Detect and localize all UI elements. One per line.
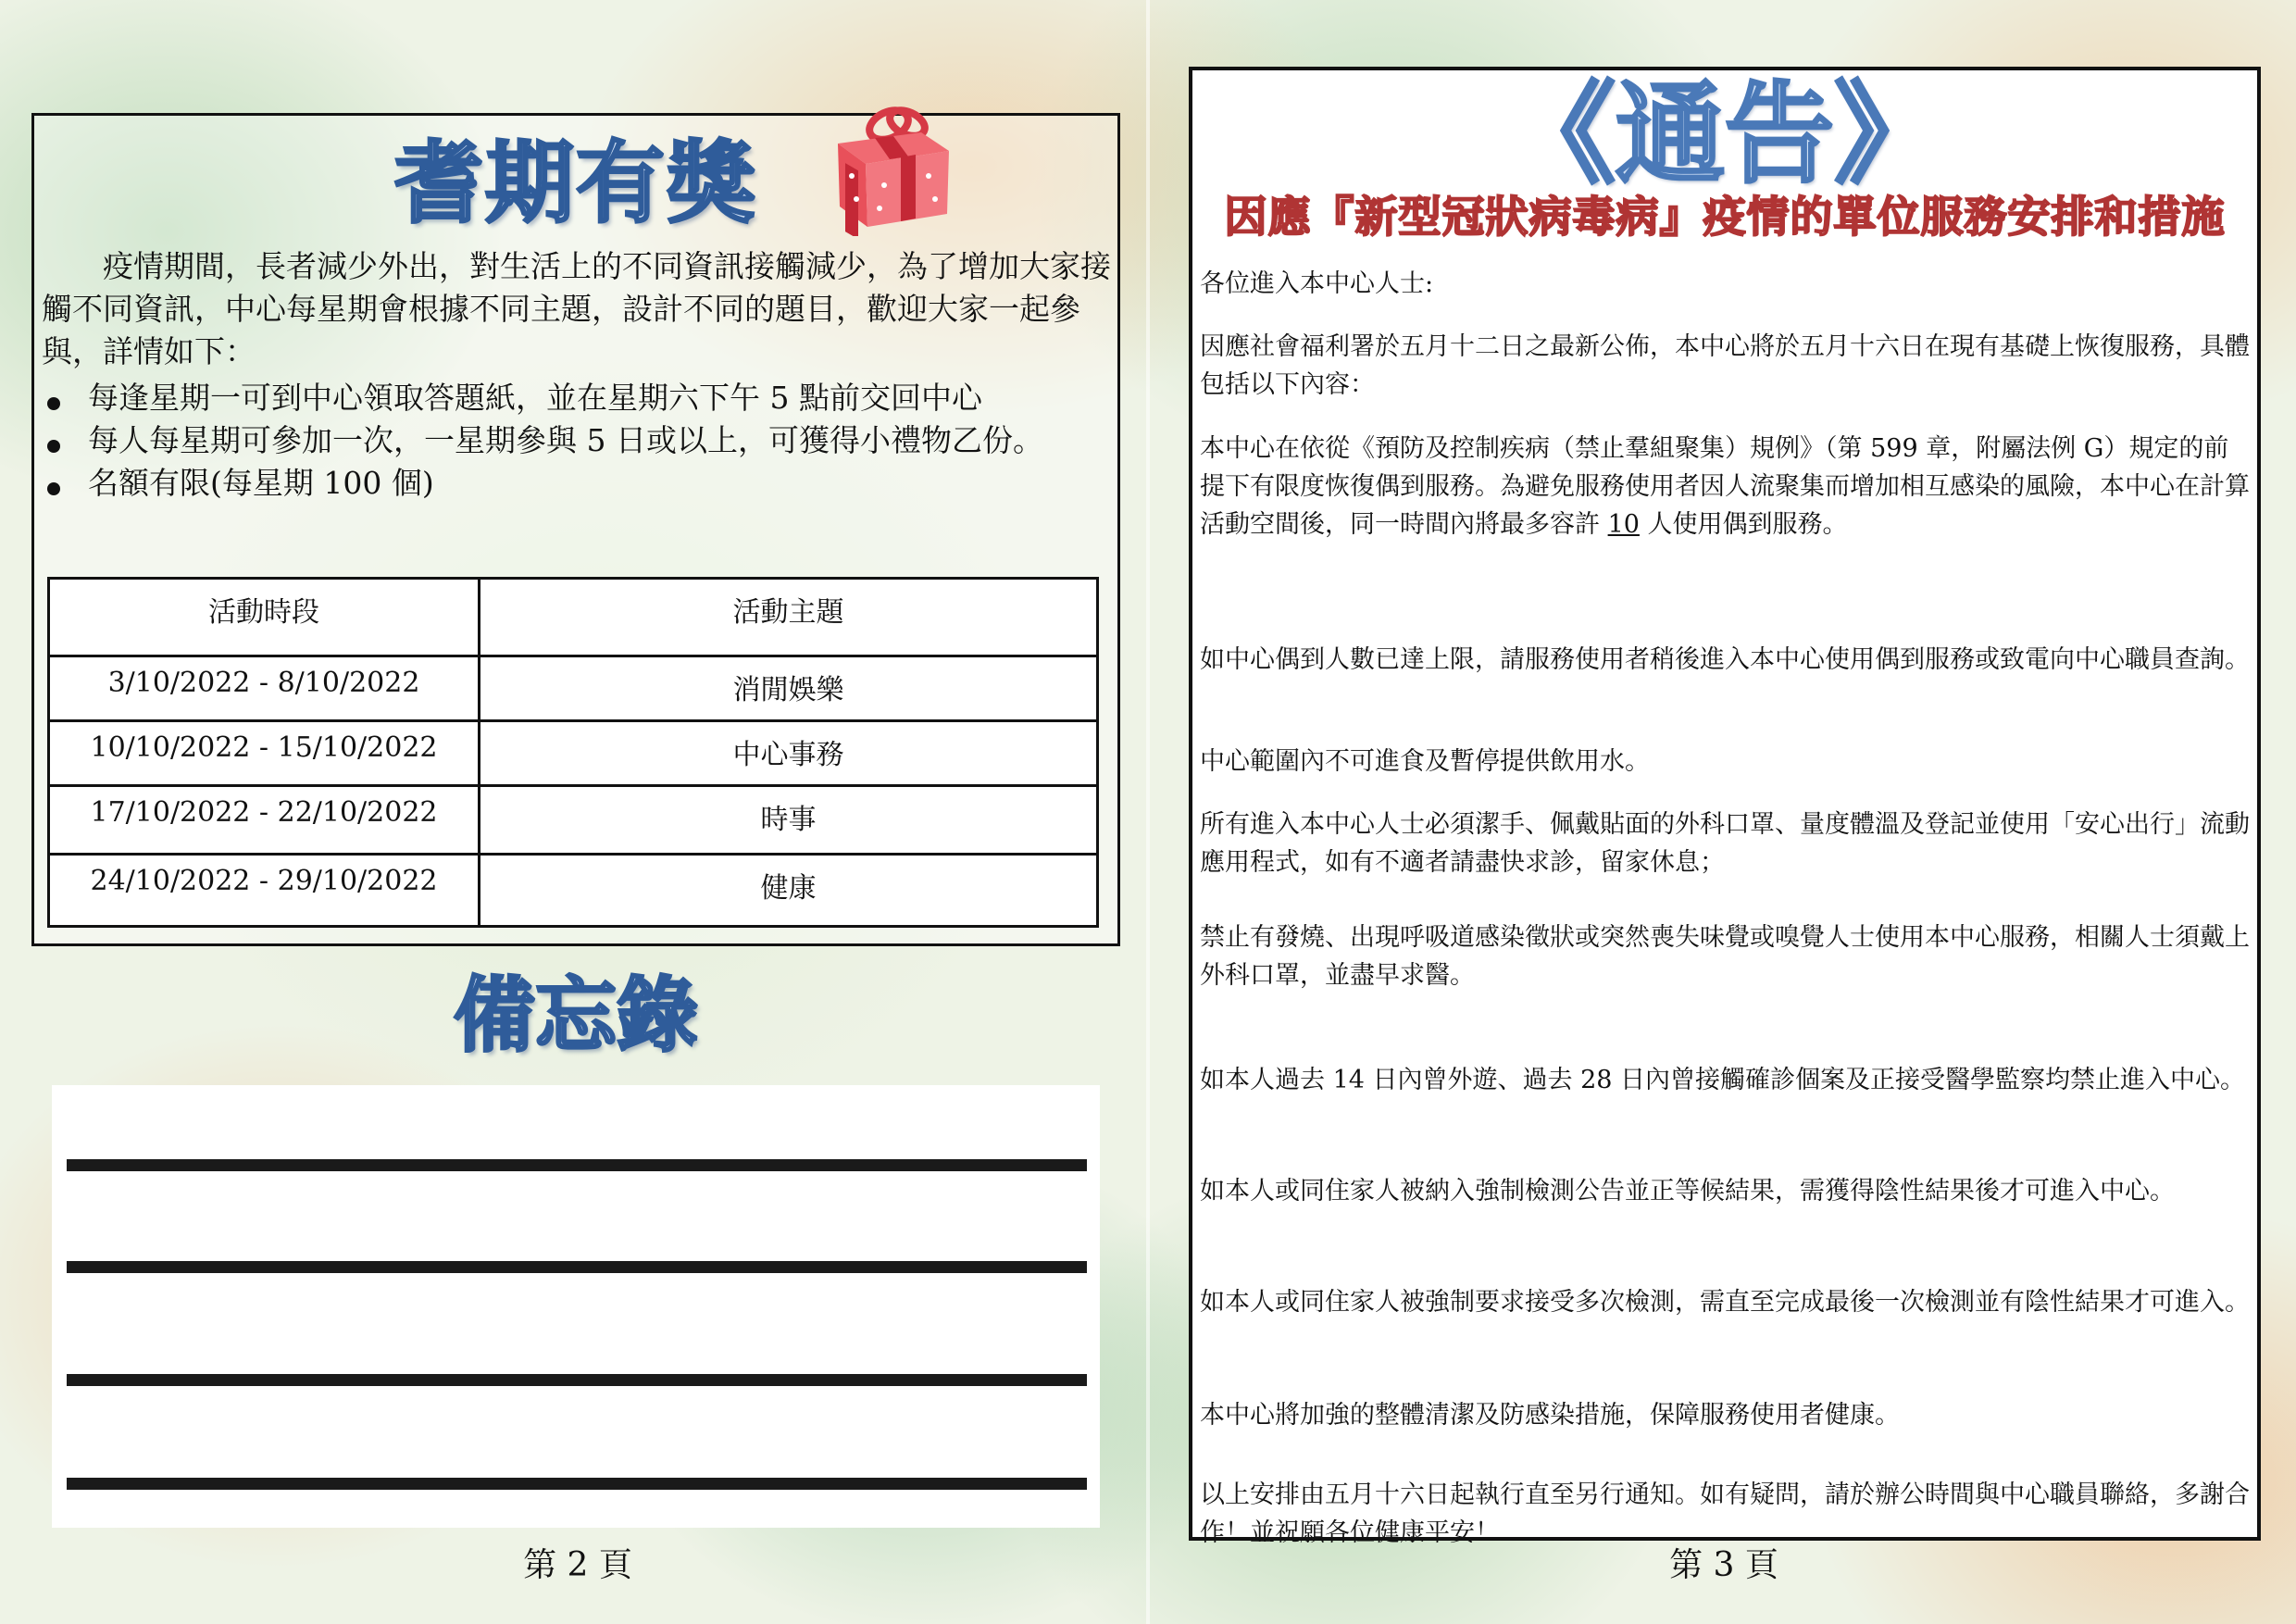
table-cell-theme: 健康: [480, 855, 1098, 927]
memo-area: [52, 1085, 1100, 1528]
table-cell-period: 3/10/2022 - 8/10/2022: [49, 656, 480, 721]
table-cell-period: 24/10/2022 - 29/10/2022: [49, 855, 480, 927]
list-item: 名額有限(每星期 100 個): [34, 462, 1117, 505]
quiz-section: [31, 113, 1120, 946]
quiz-intro: 疫情期間，長者減少外出，對生活上的不同資訊接觸減少，為了增加大家接觸不同資訊，中心每星期會根據不同主題，設計不同的題目，歡迎大家一起參與，詳情如下：: [42, 248, 1111, 369]
page-number: 第 3 頁: [1669, 1546, 1778, 1584]
gift-icon: [819, 97, 958, 236]
notice-paragraph: 所有進入本中心人士必須潔手、佩戴貼面的外科口罩、量度體溫及登記並使用「安心出行」流動應用程式，如有不適者請盡快求診，留家休息；: [1200, 810, 2250, 877]
max-users-number: 10: [1607, 510, 1640, 539]
notice-text: 人使用偶到服務。: [1647, 510, 1848, 539]
memo-line: [67, 1159, 1087, 1171]
notice-paragraph: 禁止有發燒、出現呼吸道感染徵狀或突然喪失味覺或嗅覺人士使用本中心服務，相關人士須戴上外科口罩，並盡早求醫。: [1200, 923, 2250, 990]
page-divider: [1146, 0, 1150, 1624]
notice-paragraph: 如本人過去 14 日內曾外遊、過去 28 日內曾接觸確診個案及正接受醫學監察均禁止進入中心。: [1200, 1066, 2246, 1094]
notice-paragraph: 中心範圍內不可進食及暫停提供飲用水。: [1200, 747, 1650, 776]
notice-paragraph: 各位進入本中心人士:: [1200, 269, 1434, 298]
notice-paragraph: 因應社會福利署於五月十二日之最新公佈，本中心將於五月十六日在現有基礎上恢復服務，具體包括以下內容：: [1200, 332, 2250, 399]
table-row: [49, 855, 1098, 927]
quiz-title: 耆期有獎: [394, 131, 757, 235]
list-item: 每逢星期一可到中心領取答題紙，並在星期六下午 5 點前交回中心: [34, 377, 1117, 419]
page-number: 第 2 頁: [523, 1546, 632, 1584]
table-cell-period: 10/10/2022 - 15/10/2022: [49, 721, 480, 786]
notice-paragraph: 如本人或同住家人被強制要求接受多次檢測，需直至完成最後一次檢測並有陰性結果才可進入。: [1200, 1288, 2250, 1317]
notice-paragraph: 以上安排由五月十六日起執行直至另行通知。如有疑問，請於辦公時間與中心職員聯絡，多謝合作！並祝願各位健康平安！: [1200, 1480, 2250, 1547]
table-cell-period: 17/10/2022 - 22/10/2022: [49, 786, 480, 855]
list-item: 每人每星期可參加一次，一星期參與 5 日或以上，可獲得小禮物乙份。: [34, 419, 1117, 462]
notice-paragraph: [1200, 430, 2252, 543]
notice-subtitle: 因應『新型冠狀病毒病』疫情的單位服務安排和措施: [1224, 192, 2226, 242]
notice-text: 本中心在依從《預防及控制疾病（禁止羣組聚集）規例》（第 599 章，附屬法例 G）規定的前提下有限度恢復偶到服務。為避免服務使用者因人流聚集而增加相互感染的風險，本中心在計算活動空間後，同一時間內將最多容許: [1200, 434, 2250, 539]
table-cell-theme: 中心事務: [480, 721, 1098, 786]
memo-line: [67, 1261, 1087, 1273]
table-header-theme: 活動主題: [480, 579, 1098, 656]
table-cell-theme: 時事: [480, 786, 1098, 855]
table-header-period: 活動時段: [49, 579, 480, 656]
table-row: [49, 721, 1098, 786]
notice-title: 《通告》: [1505, 69, 1943, 198]
memo-title: 備忘錄: [453, 967, 698, 1063]
memo-line: [67, 1374, 1087, 1386]
table-row: [49, 656, 1098, 721]
schedule-table: [47, 577, 1099, 928]
notice-paragraph: 如本人或同住家人被納入強制檢測公告並正等候結果，需獲得陰性結果後才可進入中心。: [1200, 1177, 2175, 1206]
quiz-rules-list: [34, 377, 1117, 505]
notice-section: [1189, 67, 2261, 1547]
notice-paragraph: 如中心偶到人數已達上限，請服務使用者稍後進入本中心使用偶到服務或致電向中心職員查詢。: [1200, 645, 2250, 674]
notice-paragraph: 本中心將加強的整體清潔及防感染措施，保障服務使用者健康。: [1200, 1401, 1900, 1430]
memo-line: [67, 1478, 1087, 1490]
table-cell-theme: 消閒娛樂: [480, 656, 1098, 721]
table-row: [49, 786, 1098, 855]
